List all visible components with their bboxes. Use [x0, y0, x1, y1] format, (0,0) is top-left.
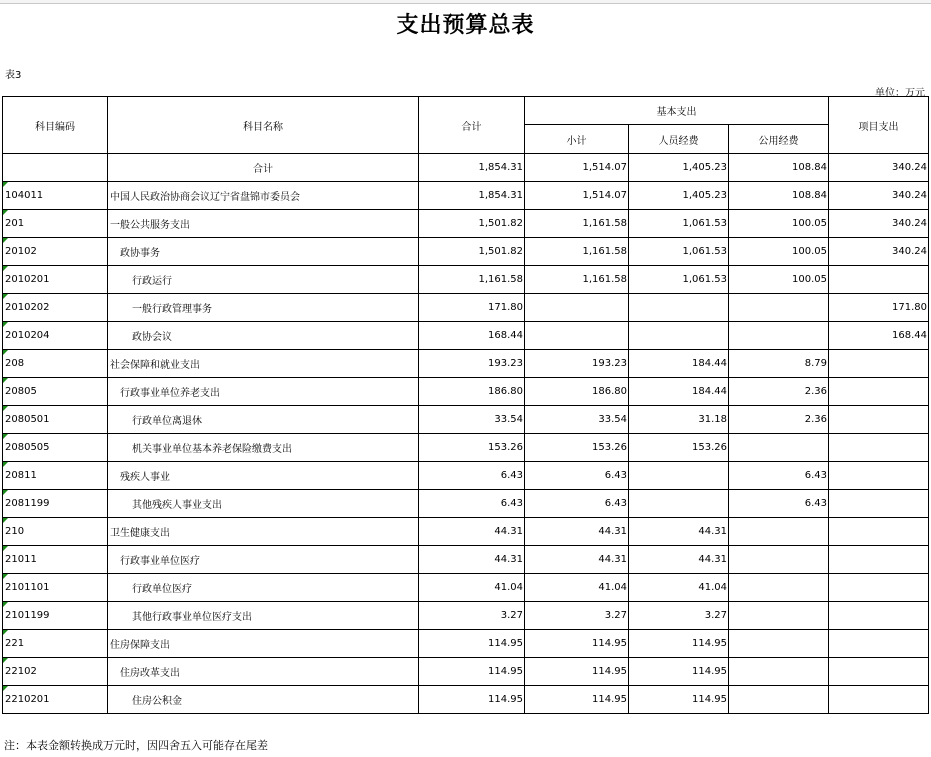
- cell-project[interactable]: [829, 658, 929, 686]
- header-total[interactable]: 合计: [419, 97, 525, 154]
- table-row[interactable]: [3, 266, 929, 294]
- cell-subtotal[interactable]: [525, 322, 629, 350]
- cell-personnel[interactable]: 44.31: [629, 546, 729, 574]
- table-row[interactable]: [3, 210, 929, 238]
- cell-code-text: 208: [5, 358, 25, 369]
- cell-project[interactable]: [829, 406, 929, 434]
- cell-code[interactable]: [3, 322, 108, 350]
- cell-code-text: 2101101: [5, 582, 50, 593]
- table-row[interactable]: [3, 602, 929, 630]
- cell-code-text: 221: [5, 638, 25, 649]
- cell-name[interactable]: 住房保障支出: [108, 630, 419, 658]
- header-public[interactable]: 公用经费: [729, 125, 829, 154]
- cell-public[interactable]: [729, 434, 829, 462]
- cell-project[interactable]: [829, 630, 929, 658]
- header-code[interactable]: 科目编码: [3, 97, 108, 154]
- cell-project[interactable]: [829, 686, 929, 714]
- cell-code[interactable]: [3, 182, 108, 210]
- cell-subtotal[interactable]: 193.23: [525, 350, 629, 378]
- column-header-strip: [0, 0, 931, 4]
- cell-name[interactable]: 行政事业单位养老支出: [108, 378, 419, 406]
- cell-code[interactable]: [3, 546, 108, 574]
- table-row[interactable]: [3, 518, 929, 546]
- cell-name[interactable]: 一般行政管理事务: [108, 294, 419, 322]
- cell-code[interactable]: [3, 658, 108, 686]
- cell-name[interactable]: 行政运行: [108, 266, 419, 294]
- cell-public[interactable]: 108.84: [729, 154, 829, 182]
- cell-public[interactable]: [729, 686, 829, 714]
- cell-marker-icon: [3, 574, 8, 579]
- cell-personnel[interactable]: 184.44: [629, 350, 729, 378]
- table-row[interactable]: [3, 406, 929, 434]
- cell-code[interactable]: [3, 518, 108, 546]
- cell-personnel[interactable]: 114.95: [629, 658, 729, 686]
- cell-marker-icon: [3, 490, 8, 495]
- cell-project[interactable]: [829, 434, 929, 462]
- cell-personnel[interactable]: 1,405.23: [629, 182, 729, 210]
- cell-personnel[interactable]: 41.04: [629, 574, 729, 602]
- cell-name[interactable]: 政协会议: [108, 322, 419, 350]
- cell-total[interactable]: 193.23: [419, 350, 525, 378]
- cell-code-text: 2081199: [5, 498, 50, 509]
- cell-name[interactable]: 其他行政事业单位医疗支出: [108, 602, 419, 630]
- cell-public[interactable]: [729, 602, 829, 630]
- cell-subtotal[interactable]: 114.95: [525, 686, 629, 714]
- cell-code-text: 20805: [5, 386, 37, 397]
- cell-project[interactable]: [829, 462, 929, 490]
- cell-code-text: 2210201: [5, 694, 50, 705]
- cell-name[interactable]: 行政事业单位医疗: [108, 546, 419, 574]
- table-body: [3, 154, 929, 714]
- cell-subtotal[interactable]: 33.54: [525, 406, 629, 434]
- cell-code-text: 21011: [5, 554, 37, 565]
- cell-marker-icon: [3, 546, 8, 551]
- cell-project[interactable]: 340.24: [829, 238, 929, 266]
- page-title: 支出预算总表: [396, 12, 535, 38]
- header-personnel[interactable]: 人员经费: [629, 125, 729, 154]
- cell-marker-icon: [3, 686, 8, 691]
- cell-total[interactable]: 1,854.31: [419, 154, 525, 182]
- cell-subtotal[interactable]: 153.26: [525, 434, 629, 462]
- cell-code[interactable]: [3, 462, 108, 490]
- cell-total[interactable]: 186.80: [419, 378, 525, 406]
- table-row[interactable]: [3, 434, 929, 462]
- cell-marker-icon: [3, 182, 8, 187]
- cell-project[interactable]: [829, 574, 929, 602]
- cell-public[interactable]: [729, 658, 829, 686]
- cell-subtotal[interactable]: 3.27: [525, 602, 629, 630]
- cell-name[interactable]: 行政单位医疗: [108, 574, 419, 602]
- cell-public[interactable]: 2.36: [729, 406, 829, 434]
- cell-personnel[interactable]: [629, 294, 729, 322]
- cell-public[interactable]: 108.84: [729, 182, 829, 210]
- cell-subtotal[interactable]: 6.43: [525, 462, 629, 490]
- cell-personnel[interactable]: 114.95: [629, 630, 729, 658]
- cell-subtotal[interactable]: 6.43: [525, 490, 629, 518]
- cell-code-text: 201: [5, 218, 25, 229]
- cell-public[interactable]: 6.43: [729, 490, 829, 518]
- table-row[interactable]: [3, 322, 929, 350]
- cell-marker-icon: [3, 210, 8, 215]
- cell-personnel[interactable]: 44.31: [629, 518, 729, 546]
- table-row[interactable]: [3, 182, 929, 210]
- cell-name[interactable]: 社会保障和就业支出: [108, 350, 419, 378]
- cell-code-text: 22102: [5, 666, 37, 677]
- cell-personnel[interactable]: 1,405.23: [629, 154, 729, 182]
- cell-total[interactable]: 33.54: [419, 406, 525, 434]
- table-row[interactable]: [3, 574, 929, 602]
- cell-code-text: 2010204: [5, 330, 50, 341]
- cell-project[interactable]: [829, 490, 929, 518]
- cell-public[interactable]: [729, 322, 829, 350]
- table-row[interactable]: [3, 658, 929, 686]
- cell-name[interactable]: 住房公积金: [108, 686, 419, 714]
- cell-personnel[interactable]: 3.27: [629, 602, 729, 630]
- cell-subtotal[interactable]: 41.04: [525, 574, 629, 602]
- cell-name[interactable]: 一般公共服务支出: [108, 210, 419, 238]
- cell-subtotal[interactable]: 1,161.58: [525, 266, 629, 294]
- cell-personnel[interactable]: [629, 462, 729, 490]
- cell-personnel[interactable]: 1,061.53: [629, 238, 729, 266]
- cell-marker-icon: [3, 434, 8, 439]
- cell-code-text: 20102: [5, 246, 37, 257]
- cell-marker-icon: [3, 518, 8, 523]
- expenditure-table: [2, 96, 929, 714]
- cell-code-text: 2080505: [5, 442, 50, 453]
- cell-total[interactable]: 114.95: [419, 658, 525, 686]
- cell-project[interactable]: [829, 518, 929, 546]
- cell-code[interactable]: [3, 602, 108, 630]
- cell-code[interactable]: [3, 154, 108, 182]
- cell-code-text: 2080501: [5, 414, 50, 425]
- cell-name[interactable]: 机关事业单位基本养老保险缴费支出: [108, 434, 419, 462]
- cell-marker-icon: [3, 266, 8, 271]
- cell-total[interactable]: 168.44: [419, 322, 525, 350]
- cell-code[interactable]: [3, 686, 108, 714]
- cell-public[interactable]: 100.05: [729, 238, 829, 266]
- footnote: 注：本表金额转换成万元时，因四舍五入可能存在尾差: [4, 739, 268, 752]
- table-number: 表3: [5, 70, 22, 81]
- table-row[interactable]: [3, 294, 929, 322]
- header-subtotal[interactable]: 小计: [525, 125, 629, 154]
- cell-personnel[interactable]: [629, 490, 729, 518]
- cell-subtotal[interactable]: 1,514.07: [525, 182, 629, 210]
- table-row[interactable]: [3, 238, 929, 266]
- cell-subtotal[interactable]: 1,161.58: [525, 210, 629, 238]
- cell-total[interactable]: 1,501.82: [419, 238, 525, 266]
- cell-code-text: 20811: [5, 470, 37, 481]
- cell-project[interactable]: 340.24: [829, 210, 929, 238]
- cell-public[interactable]: 8.79: [729, 350, 829, 378]
- cell-public[interactable]: [729, 294, 829, 322]
- table-row[interactable]: [3, 462, 929, 490]
- cell-subtotal[interactable]: 44.31: [525, 518, 629, 546]
- cell-project[interactable]: [829, 602, 929, 630]
- cell-code[interactable]: [3, 574, 108, 602]
- cell-total[interactable]: 153.26: [419, 434, 525, 462]
- cell-code-text: 2101199: [5, 610, 50, 621]
- cell-code[interactable]: [3, 210, 108, 238]
- cell-code[interactable]: [3, 434, 108, 462]
- cell-total[interactable]: 6.43: [419, 462, 525, 490]
- cell-project[interactable]: 171.80: [829, 294, 929, 322]
- cell-code-text: 210: [5, 526, 25, 537]
- cell-code[interactable]: [3, 294, 108, 322]
- cell-personnel[interactable]: 31.18: [629, 406, 729, 434]
- cell-marker-icon: [3, 294, 8, 299]
- cell-project[interactable]: [829, 546, 929, 574]
- cell-code[interactable]: [3, 378, 108, 406]
- cell-code[interactable]: [3, 266, 108, 294]
- cell-name[interactable]: 合计: [108, 154, 419, 182]
- cell-subtotal[interactable]: [525, 294, 629, 322]
- cell-total[interactable]: 41.04: [419, 574, 525, 602]
- cell-name[interactable]: 残疾人事业: [108, 462, 419, 490]
- cell-public[interactable]: 2.36: [729, 378, 829, 406]
- cell-code-text: 2010201: [5, 274, 50, 285]
- table-row[interactable]: [3, 378, 929, 406]
- cell-personnel[interactable]: [629, 322, 729, 350]
- cell-subtotal[interactable]: 1,514.07: [525, 154, 629, 182]
- cell-public[interactable]: [729, 574, 829, 602]
- cell-marker-icon: [3, 378, 8, 383]
- cell-name[interactable]: 其他残疾人事业支出: [108, 490, 419, 518]
- cell-public[interactable]: 100.05: [729, 210, 829, 238]
- cell-name[interactable]: 政协事务: [108, 238, 419, 266]
- cell-total[interactable]: 1,854.31: [419, 182, 525, 210]
- table-row[interactable]: [3, 490, 929, 518]
- cell-marker-icon: [3, 322, 8, 327]
- cell-total[interactable]: 1,161.58: [419, 266, 525, 294]
- cell-public[interactable]: [729, 630, 829, 658]
- cell-public[interactable]: 6.43: [729, 462, 829, 490]
- cell-total[interactable]: 6.43: [419, 490, 525, 518]
- cell-code-text: 2010202: [5, 302, 50, 313]
- header-name[interactable]: 科目名称: [108, 97, 419, 154]
- cell-total[interactable]: 1,501.82: [419, 210, 525, 238]
- cell-total[interactable]: 171.80: [419, 294, 525, 322]
- cell-total[interactable]: 114.95: [419, 686, 525, 714]
- header-project[interactable]: 项目支出: [829, 97, 929, 154]
- cell-marker-icon: [3, 238, 8, 243]
- cell-name[interactable]: 卫生健康支出: [108, 518, 419, 546]
- cell-subtotal[interactable]: 186.80: [525, 378, 629, 406]
- cell-personnel[interactable]: 184.44: [629, 378, 729, 406]
- header-basic[interactable]: 基本支出: [525, 97, 829, 125]
- cell-public[interactable]: [729, 546, 829, 574]
- cell-code[interactable]: [3, 238, 108, 266]
- cell-marker-icon: [3, 630, 8, 635]
- cell-name[interactable]: 行政单位离退休: [108, 406, 419, 434]
- cell-project[interactable]: [829, 266, 929, 294]
- unit-label: 单位：万元: [875, 88, 925, 99]
- cell-marker-icon: [3, 406, 8, 411]
- cell-code[interactable]: [3, 630, 108, 658]
- cell-public[interactable]: [729, 518, 829, 546]
- cell-project[interactable]: [829, 378, 929, 406]
- cell-code[interactable]: [3, 406, 108, 434]
- cell-project[interactable]: 168.44: [829, 322, 929, 350]
- cell-subtotal[interactable]: 44.31: [525, 546, 629, 574]
- cell-total[interactable]: 114.95: [419, 630, 525, 658]
- table-row[interactable]: [3, 630, 929, 658]
- cell-name[interactable]: 中国人民政治协商会议辽宁省盘锦市委员会: [108, 182, 419, 210]
- cell-personnel[interactable]: 114.95: [629, 686, 729, 714]
- table-row[interactable]: [3, 350, 929, 378]
- cell-code[interactable]: [3, 350, 108, 378]
- cell-marker-icon: [3, 602, 8, 607]
- cell-code[interactable]: [3, 490, 108, 518]
- table-row[interactable]: [3, 546, 929, 574]
- cell-marker-icon: [3, 350, 8, 355]
- cell-marker-icon: [3, 658, 8, 663]
- cell-project[interactable]: [829, 350, 929, 378]
- cell-subtotal[interactable]: 114.95: [525, 630, 629, 658]
- cell-project[interactable]: 340.24: [829, 154, 929, 182]
- cell-personnel[interactable]: 153.26: [629, 434, 729, 462]
- cell-project[interactable]: 340.24: [829, 182, 929, 210]
- total-row[interactable]: [3, 154, 929, 182]
- cell-personnel[interactable]: 1,061.53: [629, 266, 729, 294]
- cell-personnel[interactable]: 1,061.53: [629, 210, 729, 238]
- cell-total[interactable]: 44.31: [419, 518, 525, 546]
- cell-subtotal[interactable]: 114.95: [525, 658, 629, 686]
- cell-code-text: 104011: [5, 190, 44, 201]
- cell-subtotal[interactable]: 1,161.58: [525, 238, 629, 266]
- cell-name[interactable]: 住房改革支出: [108, 658, 419, 686]
- cell-total[interactable]: 3.27: [419, 602, 525, 630]
- cell-marker-icon: [3, 462, 8, 467]
- cell-total[interactable]: 44.31: [419, 546, 525, 574]
- cell-public[interactable]: 100.05: [729, 266, 829, 294]
- table-row[interactable]: [3, 686, 929, 714]
